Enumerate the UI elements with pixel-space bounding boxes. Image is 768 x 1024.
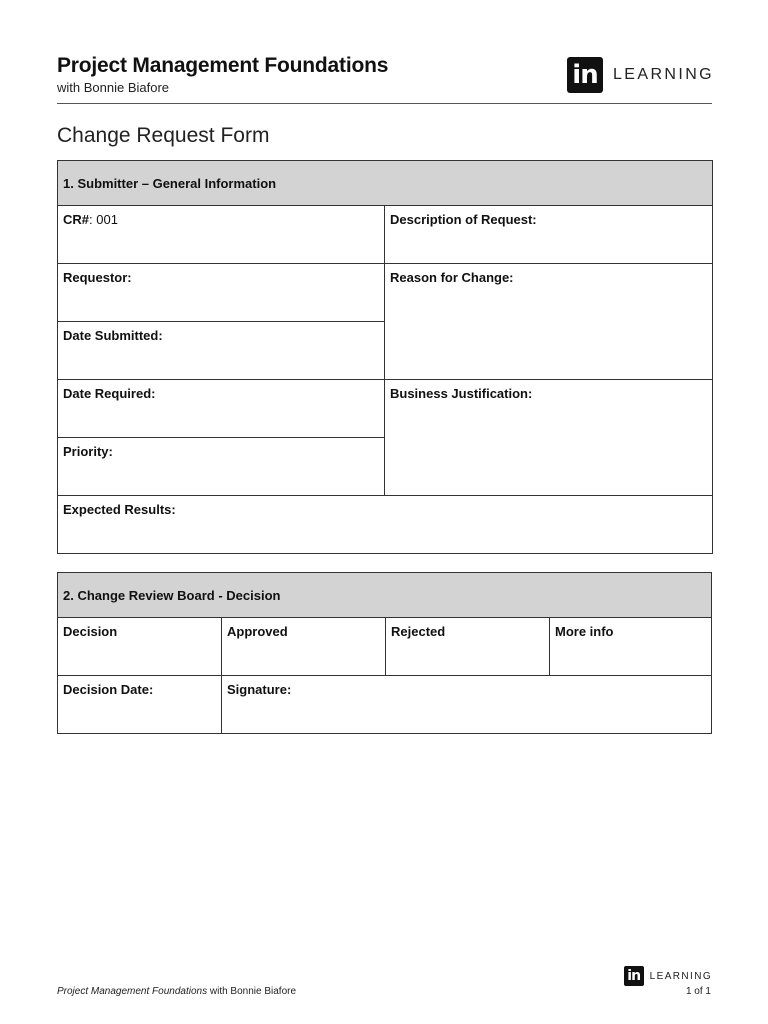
date-required-label: Date Required: — [63, 386, 156, 401]
linkedin-icon: in — [567, 57, 603, 93]
requestor-cell[interactable] — [58, 264, 385, 322]
footer-course-by: with Bonnie Biafore — [207, 986, 297, 997]
more-info-cell[interactable] — [550, 618, 712, 676]
linkedin-learning-logo — [567, 57, 714, 93]
description-label: Description of Request: — [390, 212, 537, 227]
page-number: 1 of 1 — [685, 986, 711, 997]
footer-logo-text: LEARNING — [649, 970, 712, 982]
date-submitted-label: Date Submitted: — [63, 328, 163, 343]
footer-course-title: Project Management Foundations — [57, 986, 208, 997]
more-info-label: More info — [555, 624, 614, 639]
rejected-label: Rejected — [391, 624, 446, 639]
decision-label: Decision — [63, 624, 118, 639]
expected-results-cell[interactable] — [58, 496, 713, 554]
course-title: Project Management Foundations — [57, 54, 389, 77]
description-cell[interactable] — [385, 206, 713, 264]
decision-cell — [58, 618, 222, 676]
date-required-cell[interactable] — [58, 380, 385, 438]
footer-course — [57, 986, 296, 997]
rejected-cell[interactable] — [386, 618, 550, 676]
reason-label: Reason for Change: — [390, 270, 514, 285]
logo-text: LEARNING — [613, 66, 714, 83]
justification-label: Business Justification: — [390, 386, 533, 401]
priority-cell[interactable] — [58, 438, 385, 496]
decision-date-label: Decision Date: — [63, 682, 154, 697]
expected-label: Expected Results: — [63, 502, 176, 517]
decision-date-cell[interactable] — [58, 676, 222, 734]
header-divider — [57, 103, 712, 104]
course-subtitle: with Bonnie Biafore — [57, 80, 170, 95]
linkedin-icon: in — [624, 966, 644, 986]
approved-label: Approved — [227, 624, 288, 639]
submitter-table — [57, 160, 713, 554]
form-title: Change Request Form — [57, 124, 270, 147]
cr-value: : 001 — [89, 212, 118, 227]
approved-cell[interactable] — [222, 618, 386, 676]
cr-label: CR# — [63, 212, 90, 227]
signature-cell[interactable] — [222, 676, 712, 734]
signature-label: Signature: — [227, 682, 292, 697]
justification-cell[interactable] — [385, 380, 713, 496]
section2-heading: 2. Change Review Board - Decision — [58, 573, 712, 618]
footer-logo — [624, 966, 712, 986]
requestor-label: Requestor: — [63, 270, 132, 285]
reason-cell[interactable] — [385, 264, 713, 380]
priority-label: Priority: — [63, 444, 113, 459]
section1-heading: 1. Submitter – General Information — [58, 161, 713, 206]
date-submitted-cell[interactable] — [58, 322, 385, 380]
review-board-table — [57, 572, 712, 734]
cr-number-cell[interactable] — [58, 206, 385, 264]
